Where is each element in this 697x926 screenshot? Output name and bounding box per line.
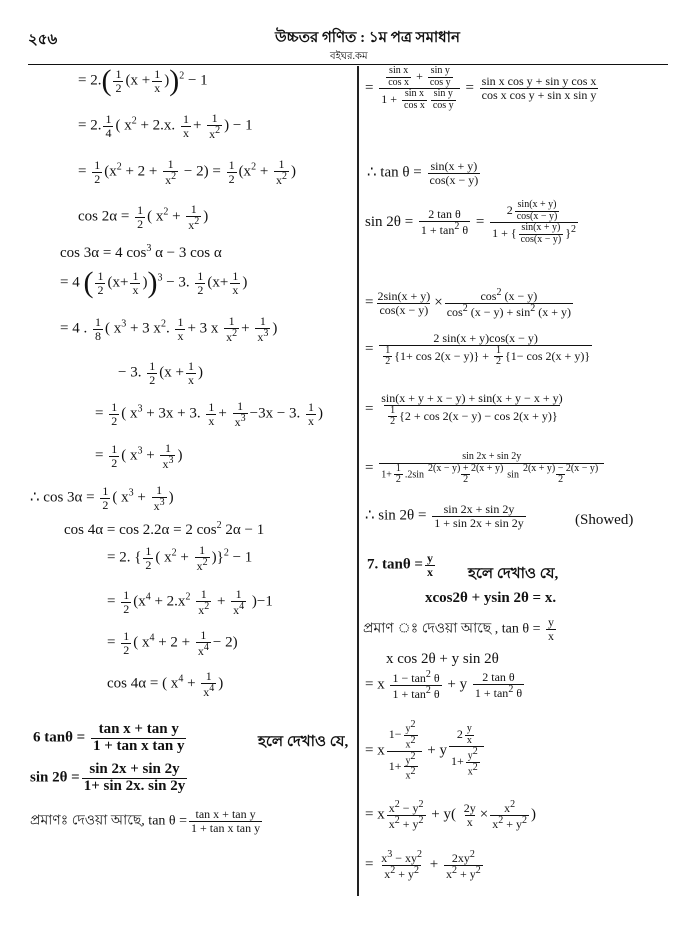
problem-6-goal: sin 2θ = $\frac{\sin 2x + \sin 2y}{1+ \sin 2x. \sin 2y}$ [30,761,186,794]
right-line-8: ∴ sin 2θ = $\frac{\sin 2x + \sin 2y}{1 + \sin 2x + \sin 2y}$ [365,502,524,530]
right-line-2: ∴ tan θ = $\frac{\sin(x + y)}{\cos(x - y)}$ [367,159,479,187]
left-line-12: cos 4α = cos 2.2α = 2 $\cos^2 2\alpha - 1$ [64,520,265,538]
left-line-1: = 2.( $\frac{1}{2}$ (x + $\frac{1}{x}$ ))$^2$ − 1 [78,64,208,98]
problem-7-goal: xcos2θ + ysin 2θ = x. [425,590,557,606]
right-p7-line-1: x cos 2θ + y sin 2θ [386,651,499,667]
problem-6-bangla: হলে দেখাও যে, [258,734,349,750]
right-line-7: = sin 2x + sin 2y 1+ $\frac{1}{2}$ .2sin $\frac{2(x - y) + 2(x + y)}{2}$ sin $\frac{2(x + y) - 2(x - y)}{2}$ [365,452,606,486]
right-line-5: = 2 sin(x + y)cos(x − y) $\frac{1}{2}$ {1+ cos 2(x − y)} + $\frac{1}{2}$ {1− cos 2(x + y)} [365,331,591,368]
problem-7-title: 7. tanθ = $\frac{y}{x}$ [367,551,433,579]
problem-7-bangla: হলে দেখাও যে, [468,566,559,582]
right-p7-line-2: = x $\frac{1 - \tan^2 \theta}{1 + \tan^2 \theta}$ + y $\frac{\text{2 tan θ}}{1 + \tan^2 \theta}$ [365,669,523,701]
problem-7-proof: প্রমাণ ঃ দেওয়া আছে , tan θ = $\frac{y}{x}$ [363,615,554,643]
left-line-11: ∴ cos 3α = $\frac{1}{2}$ ( $x^3$ + $\frac{1}{x^3}$ ) [30,483,174,513]
page-subtitle: বইঘর.কম [330,51,368,62]
left-line-7: = 4 . $\frac{1}{8}$ ( $x^3 + 3$ $x^2$. $\frac{1}{x}$ + 3 x $\frac{1}{x^2}$ + $\frac{1}{x^3}$ ) [60,314,278,344]
left-line-cos2a: cos 2α = $\frac{1}{2}$ ( $x^2$ + $\frac{1}{x^2}$ ) [78,202,209,232]
right-line-4: = $\frac{2\sin(x + y)}{\cos(x - y)}$ × $\frac{\cos^2 (x - y)}{\cos^2 (x - y) + \sin^2 (x + y)}$ [365,287,571,319]
left-line-8: − 3. $\frac{1}{2}$ (x + $\frac{1}{x}$ ) [118,359,203,387]
page-number: ২৫৬ [28,32,58,48]
left-line-3: = $\frac{1}{2}$ ($x^2 + 2$ + $\frac{1}{x^2}$ − 2) = $\frac{1}{2}$ ($x^2$ + $\frac{1}{x^2}$ ) [78,157,297,187]
left-line-14: = $\frac{1}{2}$ ($x^4 + 2.x^2$ $\frac{1}{x^2}$ + $\frac{1}{x^4}$ )−1 [107,587,273,617]
page-title: উচ্চতর গণিত : ১ম পত্র সমাধান [275,30,460,46]
problem-6-proof: প্রমাণঃ দেওয়া আছে, tan θ = $\frac{\text{tan x + tan y}}{\text{1 + tan x tan y}}$ [30,807,261,835]
problem-6-title: 6 tanθ = $\frac{\text{tan x + tan y}}{\text{1 + tan x tan y}}$ [33,721,185,754]
left-line-13: = 2. { $\frac{1}{2}$ ( $x^2$ + $\frac{1}{x^2}$ )}$^2$ − 1 [107,543,253,573]
right-p7-line-5: = $\frac{x^3 - xy^2}{x^2 + y^2}$ + $\frac{2xy^2}{x^2 + y^2}$ [365,849,481,881]
left-line-16: cos 4α = ( $x^4$ + $\frac{1}{x^4}$ ) [107,669,224,699]
header-rule [28,64,668,65]
right-line-3: sin 2θ = $\frac{\text{2 tan θ}}{1 + \tan^2 \theta}$ = 2 $\frac{\sin(x + y)}{\cos(x - y)}$ 1 + { $\frac{\sin(x + y)}{\cos(x - y)}$ }$^2$ [365,199,576,245]
right-line-1: = $\frac{\text{sin x}}{\text{cos x}}$ + $\frac{\text{sin y}}{\text{cos y}}$ 1 + $\frac{\text{sin x}}{\text{cos x}}$ $\frac{\text{sin y}}{\text{cos y}}$ = $\frac{\text{sin x cos y + sin y cos x}}{\text{cos x cos y + sin x sin y}}$ [365,65,597,111]
left-line-9: = $\frac{1}{2}$ ( $x^3 + 3x + 3$. $\frac{1}{x}$ + $\frac{1}{x^3}$ −3x − 3. $\frac{1}{x}$ ) [95,399,324,429]
right-line-6: = sin(x + y + x − y) + sin(x + y − x + y) $\frac{1}{2}$ {2 + cos 2(x − y) − cos 2(x + y)} [365,391,563,428]
left-line-6: = 4 ( $\frac{1}{2}$ (x+ $\frac{1}{x}$ ))$^3$ − 3. $\frac{1}{2}$ (x+ $\frac{1}{x}$ ) [60,266,248,300]
right-p7-line-3: = x 1− $\frac{y^2}{x^2}$ 1+ $\frac{y^2}{x^2}$ + y 2 $\frac{y}{x}$ 1+ $\frac{y^2}{x^2}$ [365,720,486,782]
left-line-2: = 2. $\frac{1}{4}$ ( $x^2 + 2.x$. $\frac{1}{x}$ + $\frac{1}{x^2}$ ) − 1 [78,111,253,141]
left-line-cos3a: cos 3α = 4 $\cos^3 \alpha - 3$ cos α [60,243,222,261]
left-line-15: = $\frac{1}{2}$ ( $x^4 + 2$ + $\frac{1}{x^4}$ − 2) [107,628,238,658]
showed-label: (Showed) [575,512,634,528]
left-line-10: = $\frac{1}{2}$ ( $x^3$ + $\frac{1}{x^3}$ ) [95,441,183,471]
right-p7-line-4: = x $\frac{x^2 - y^2}{x^2 + y^2}$ + y( $\frac{2y}{x}$ × $\frac{x^2}{x^2 + y^2}$ ) [365,799,536,831]
column-divider [357,66,359,896]
